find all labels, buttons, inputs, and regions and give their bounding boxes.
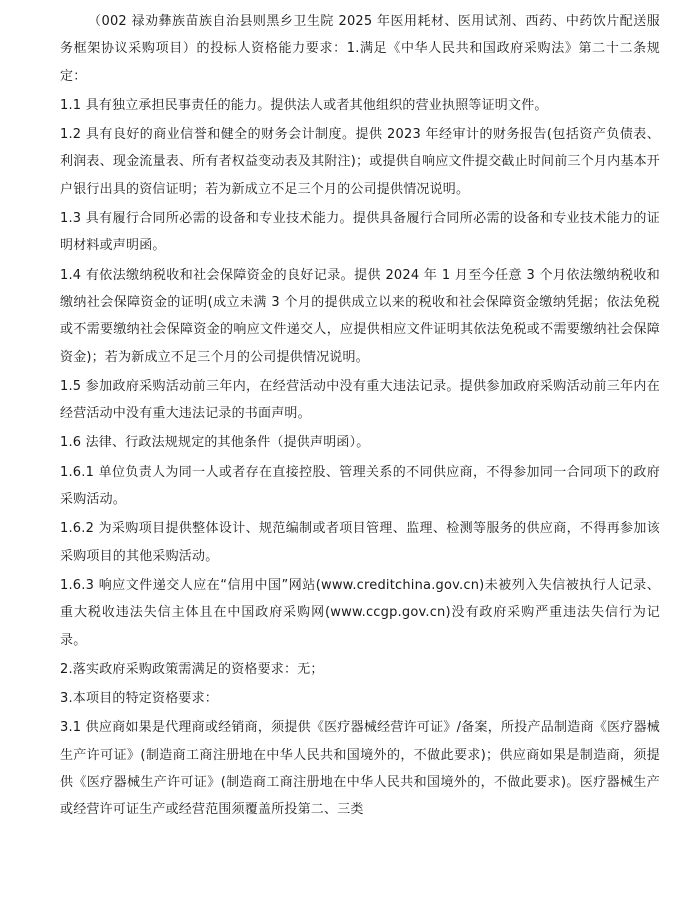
paragraph-1-2: 1.2 具有良好的商业信誉和健全的财务会计制度。提供 2023 年经审计的财务报告(包括资产负债表、利润表、现金流量表、所有者权益变动表及其附注)；或提供自响应文件提交截止时间前三个月内基本开户银行出具的资信证明；若为新成立不足三个月的公司提供情况说明。 — [60, 127, 660, 197]
paragraph-intro: （002 禄劝彝族苗族自治县则黑乡卫生院 2025 年医用耗材、医用试剂、西药、中药饮片配送服务框架协议采购项目）的投标人资格能力要求：1.满足《中华人民共和国政府采购法》第二十二条规定： — [60, 14, 660, 84]
paragraph-1-6-2: 1.6.2 为采购项目提供整体设计、规范编制或者项目管理、监理、检测等服务的供应商，不得再参加该采购项目的其他采购活动。 — [60, 521, 660, 564]
paragraph-1-1: 1.1 具有独立承担民事责任的能力。提供法人或者其他组织的营业执照等证明文件。 — [60, 97, 548, 113]
paragraph-1-6: 1.6 法律、行政法规规定的其他条件（提供声明函）。 — [60, 435, 370, 451]
paragraph-3: 3.本项目的特定资格要求： — [60, 691, 219, 707]
paragraph-1-5: 1.5 参加政府采购活动前三年内，在经营活动中没有重大违法记录。提供参加政府采购活动前三年内在经营活动中没有重大违法记录的书面声明。 — [60, 378, 660, 422]
paragraph-2: 2.落实政府采购政策需满足的资格要求：无； — [60, 661, 324, 677]
paragraph-1-4: 1.4 有依法缴纳税收和社会保障资金的良好记录。提供 2024 年 1 月至今任意 3 个月依法缴纳税收和缴纳社会保障资金的证明(成立未满 3 个月的提供成立以来的税收和社会保障资金缴纳凭据；依法免税或不需要缴纳社会保障资金的响应文件递交人，应提供相应文件证明其依法免税或不需要缴纳社会保障资金)；若为新成立不足三个月的公司提供情况说明。 — [60, 267, 660, 365]
paragraph-1-6-1: 1.6.1 单位负责人为同一人或者存在直接控股、管理关系的不同供应商，不得参加同一合同项下的政府采购活动。 — [60, 464, 660, 508]
document-body — [60, 8, 660, 824]
paragraph-3-1: 3.1 供应商如果是代理商或经销商，须提供《医疗器械经营许可证》/备案，所投产品制造商《医疗器械生产许可证》(制造商工商注册地在中华人民共和国境外的，不做此要求)；供应商如果是制造商，须提供《医疗器械生产许可证》(制造商工商注册地在中华人民共和国境外的，不做此要求)。医疗器械生产或经营许可证生产或经营范围须覆盖所投第二、三类 — [60, 720, 660, 818]
paragraph-1-3: 1.3 具有履行合同所必需的设备和专业技术能力。提供具备履行合同所必需的设备和专业技术能力的证明材料或声明函。 — [60, 211, 660, 254]
paragraph-1-6-3: 1.6.3 响应文件递交人应在“信用中国”网站(www.creditchina.gov.cn)未被列入失信被执行人记录、重大税收违法失信主体且在中国政府采购网(www.ccgp.gov.cn)没有政府采购严重违法失信行为记录。 — [60, 577, 660, 648]
